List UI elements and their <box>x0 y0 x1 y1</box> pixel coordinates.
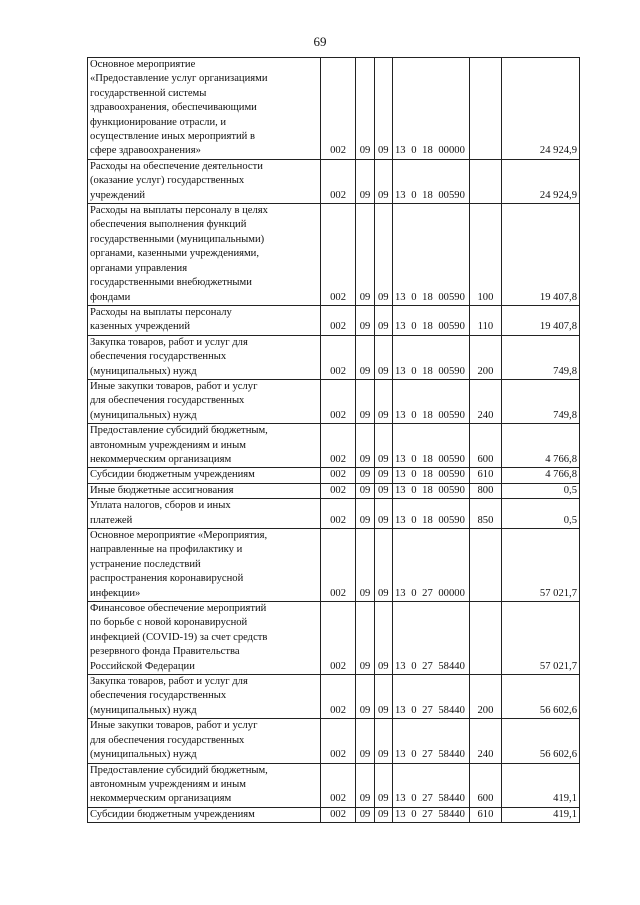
expense-name-cell: Предоставление субсидий бюджетным, автономным учреждениям и иным некоммерческим организациям <box>88 424 321 468</box>
target-article-code-cell: 13 0 18 00590 <box>392 468 469 483</box>
expense-name-cell: Основное мероприятие «Предоставление услуг организациями государственной системы здравоохранения, обеспечивающими функционирование отрасли, и осуществление иных мероприятий в сфере здравоохранения» <box>88 58 321 160</box>
amount-cell: 0,5 <box>501 483 579 498</box>
subsection-code-cell: 09 <box>374 529 392 602</box>
amount-cell: 4 766,8 <box>501 468 579 483</box>
expense-type-code-cell <box>470 58 502 160</box>
expense-name-cell: Субсидии бюджетным учреждениям <box>88 807 321 822</box>
table-row <box>88 335 580 379</box>
target-article-code-cell: 13 0 18 00000 <box>392 58 469 160</box>
subsection-code-cell: 09 <box>374 335 392 379</box>
table-row <box>88 483 580 498</box>
expense-type-code-cell: 610 <box>470 807 502 822</box>
budget-table <box>87 57 580 823</box>
department-code-cell: 002 <box>320 719 356 763</box>
subsection-code-cell: 09 <box>374 204 392 306</box>
expense-name-cell: Предоставление субсидий бюджетным, автономным учреждениям и иным некоммерческим организациям <box>88 763 321 807</box>
target-article-code-cell: 13 0 18 00590 <box>392 499 469 529</box>
section-code-cell: 09 <box>356 335 374 379</box>
subsection-code-cell: 09 <box>374 807 392 822</box>
section-code-cell: 09 <box>356 379 374 423</box>
expense-name-cell: Закупка товаров, работ и услуг для обеспечения государственных (муниципальных) нужд <box>88 335 321 379</box>
subsection-code-cell: 09 <box>374 58 392 160</box>
expense-name-cell: Иные закупки товаров, работ и услуг для обеспечения государственных (муниципальных) нужд <box>88 719 321 763</box>
target-article-code-cell: 13 0 27 58440 <box>392 719 469 763</box>
section-code-cell: 09 <box>356 424 374 468</box>
expense-name-cell: Субсидии бюджетным учреждениям <box>88 468 321 483</box>
subsection-code-cell: 09 <box>374 379 392 423</box>
expense-type-code-cell <box>470 529 502 602</box>
target-article-code-cell: 13 0 27 58440 <box>392 763 469 807</box>
expense-name-cell: Уплата налогов, сборов и иных платежей <box>88 499 321 529</box>
section-code-cell: 09 <box>356 529 374 602</box>
amount-cell: 19 407,8 <box>501 305 579 335</box>
section-code-cell: 09 <box>356 719 374 763</box>
section-code-cell: 09 <box>356 602 374 675</box>
subsection-code-cell: 09 <box>374 675 392 719</box>
table-row <box>88 159 580 203</box>
target-article-code-cell: 13 0 18 00590 <box>392 483 469 498</box>
department-code-cell: 002 <box>320 468 356 483</box>
section-code-cell: 09 <box>356 675 374 719</box>
table-row <box>88 763 580 807</box>
expense-type-code-cell: 240 <box>470 379 502 423</box>
expense-type-code-cell: 200 <box>470 675 502 719</box>
section-code-cell: 09 <box>356 58 374 160</box>
amount-cell: 4 766,8 <box>501 424 579 468</box>
table-row <box>88 305 580 335</box>
expense-type-code-cell: 800 <box>470 483 502 498</box>
table-row <box>88 602 580 675</box>
amount-cell: 419,1 <box>501 807 579 822</box>
expense-name-cell: Расходы на обеспечение деятельности (оказание услуг) государственных учреждений <box>88 159 321 203</box>
section-code-cell: 09 <box>356 305 374 335</box>
subsection-code-cell: 09 <box>374 424 392 468</box>
expense-type-code-cell: 110 <box>470 305 502 335</box>
table-row <box>88 807 580 822</box>
expense-type-code-cell: 200 <box>470 335 502 379</box>
page-number: 69 <box>313 34 327 49</box>
target-article-code-cell: 13 0 18 00590 <box>392 379 469 423</box>
expense-name-cell: Расходы на выплаты персоналу в целях обеспечения выполнения функций государственными (муниципальными) органами, казенными учреждениями, органами управления государственными внебюджетными фондами <box>88 204 321 306</box>
department-code-cell: 002 <box>320 483 356 498</box>
department-code-cell: 002 <box>320 602 356 675</box>
table-row <box>88 468 580 483</box>
table-row <box>88 58 580 160</box>
subsection-code-cell: 09 <box>374 602 392 675</box>
amount-cell: 24 924,9 <box>501 58 579 160</box>
section-code-cell: 09 <box>356 468 374 483</box>
expense-name-cell: Основное мероприятие «Мероприятия, направленные на профилактику и устранение последствий распространения коронавирусной инфекции» <box>88 529 321 602</box>
section-code-cell: 09 <box>356 499 374 529</box>
subsection-code-cell: 09 <box>374 468 392 483</box>
amount-cell: 56 602,6 <box>501 719 579 763</box>
expense-name-cell: Закупка товаров, работ и услуг для обеспечения государственных (муниципальных) нужд <box>88 675 321 719</box>
section-code-cell: 09 <box>356 159 374 203</box>
amount-cell: 749,8 <box>501 335 579 379</box>
amount-cell: 19 407,8 <box>501 204 579 306</box>
department-code-cell: 002 <box>320 807 356 822</box>
department-code-cell: 002 <box>320 675 356 719</box>
expense-type-code-cell: 850 <box>470 499 502 529</box>
section-code-cell: 09 <box>356 204 374 306</box>
expense-type-code-cell: 100 <box>470 204 502 306</box>
amount-cell: 57 021,7 <box>501 602 579 675</box>
amount-cell: 57 021,7 <box>501 529 579 602</box>
expense-name-cell: Финансовое обеспечение мероприятий по борьбе с новой коронавирусной инфекцией (COVID-19) за счет средств резервного фонда Правительства Российской Федерации <box>88 602 321 675</box>
table-body <box>88 58 580 823</box>
subsection-code-cell: 09 <box>374 483 392 498</box>
subsection-code-cell: 09 <box>374 763 392 807</box>
table-row <box>88 424 580 468</box>
department-code-cell: 002 <box>320 424 356 468</box>
department-code-cell: 002 <box>320 379 356 423</box>
department-code-cell: 002 <box>320 58 356 160</box>
target-article-code-cell: 13 0 27 58440 <box>392 807 469 822</box>
amount-cell: 0,5 <box>501 499 579 529</box>
subsection-code-cell: 09 <box>374 499 392 529</box>
table-row <box>88 379 580 423</box>
department-code-cell: 002 <box>320 763 356 807</box>
target-article-code-cell: 13 0 18 00590 <box>392 204 469 306</box>
target-article-code-cell: 13 0 27 00000 <box>392 529 469 602</box>
amount-cell: 24 924,9 <box>501 159 579 203</box>
expense-type-code-cell: 600 <box>470 424 502 468</box>
table-row <box>88 529 580 602</box>
amount-cell: 419,1 <box>501 763 579 807</box>
table-row <box>88 204 580 306</box>
department-code-cell: 002 <box>320 499 356 529</box>
target-article-code-cell: 13 0 18 00590 <box>392 305 469 335</box>
section-code-cell: 09 <box>356 807 374 822</box>
amount-cell: 749,8 <box>501 379 579 423</box>
subsection-code-cell: 09 <box>374 159 392 203</box>
section-code-cell: 09 <box>356 763 374 807</box>
target-article-code-cell: 13 0 18 00590 <box>392 335 469 379</box>
table-row <box>88 499 580 529</box>
department-code-cell: 002 <box>320 305 356 335</box>
department-code-cell: 002 <box>320 529 356 602</box>
expense-type-code-cell: 610 <box>470 468 502 483</box>
expense-type-code-cell <box>470 159 502 203</box>
target-article-code-cell: 13 0 18 00590 <box>392 159 469 203</box>
expense-type-code-cell: 600 <box>470 763 502 807</box>
subsection-code-cell: 09 <box>374 719 392 763</box>
subsection-code-cell: 09 <box>374 305 392 335</box>
expense-name-cell: Расходы на выплаты персоналу казенных учреждений <box>88 305 321 335</box>
target-article-code-cell: 13 0 18 00590 <box>392 424 469 468</box>
target-article-code-cell: 13 0 27 58440 <box>392 675 469 719</box>
section-code-cell: 09 <box>356 483 374 498</box>
target-article-code-cell: 13 0 27 58440 <box>392 602 469 675</box>
department-code-cell: 002 <box>320 335 356 379</box>
expense-type-code-cell <box>470 602 502 675</box>
amount-cell: 56 602,6 <box>501 675 579 719</box>
department-code-cell: 002 <box>320 159 356 203</box>
expense-name-cell: Иные бюджетные ассигнования <box>88 483 321 498</box>
department-code-cell: 002 <box>320 204 356 306</box>
table-row <box>88 675 580 719</box>
table-row <box>88 719 580 763</box>
expense-type-code-cell: 240 <box>470 719 502 763</box>
expense-name-cell: Иные закупки товаров, работ и услуг для обеспечения государственных (муниципальных) нужд <box>88 379 321 423</box>
